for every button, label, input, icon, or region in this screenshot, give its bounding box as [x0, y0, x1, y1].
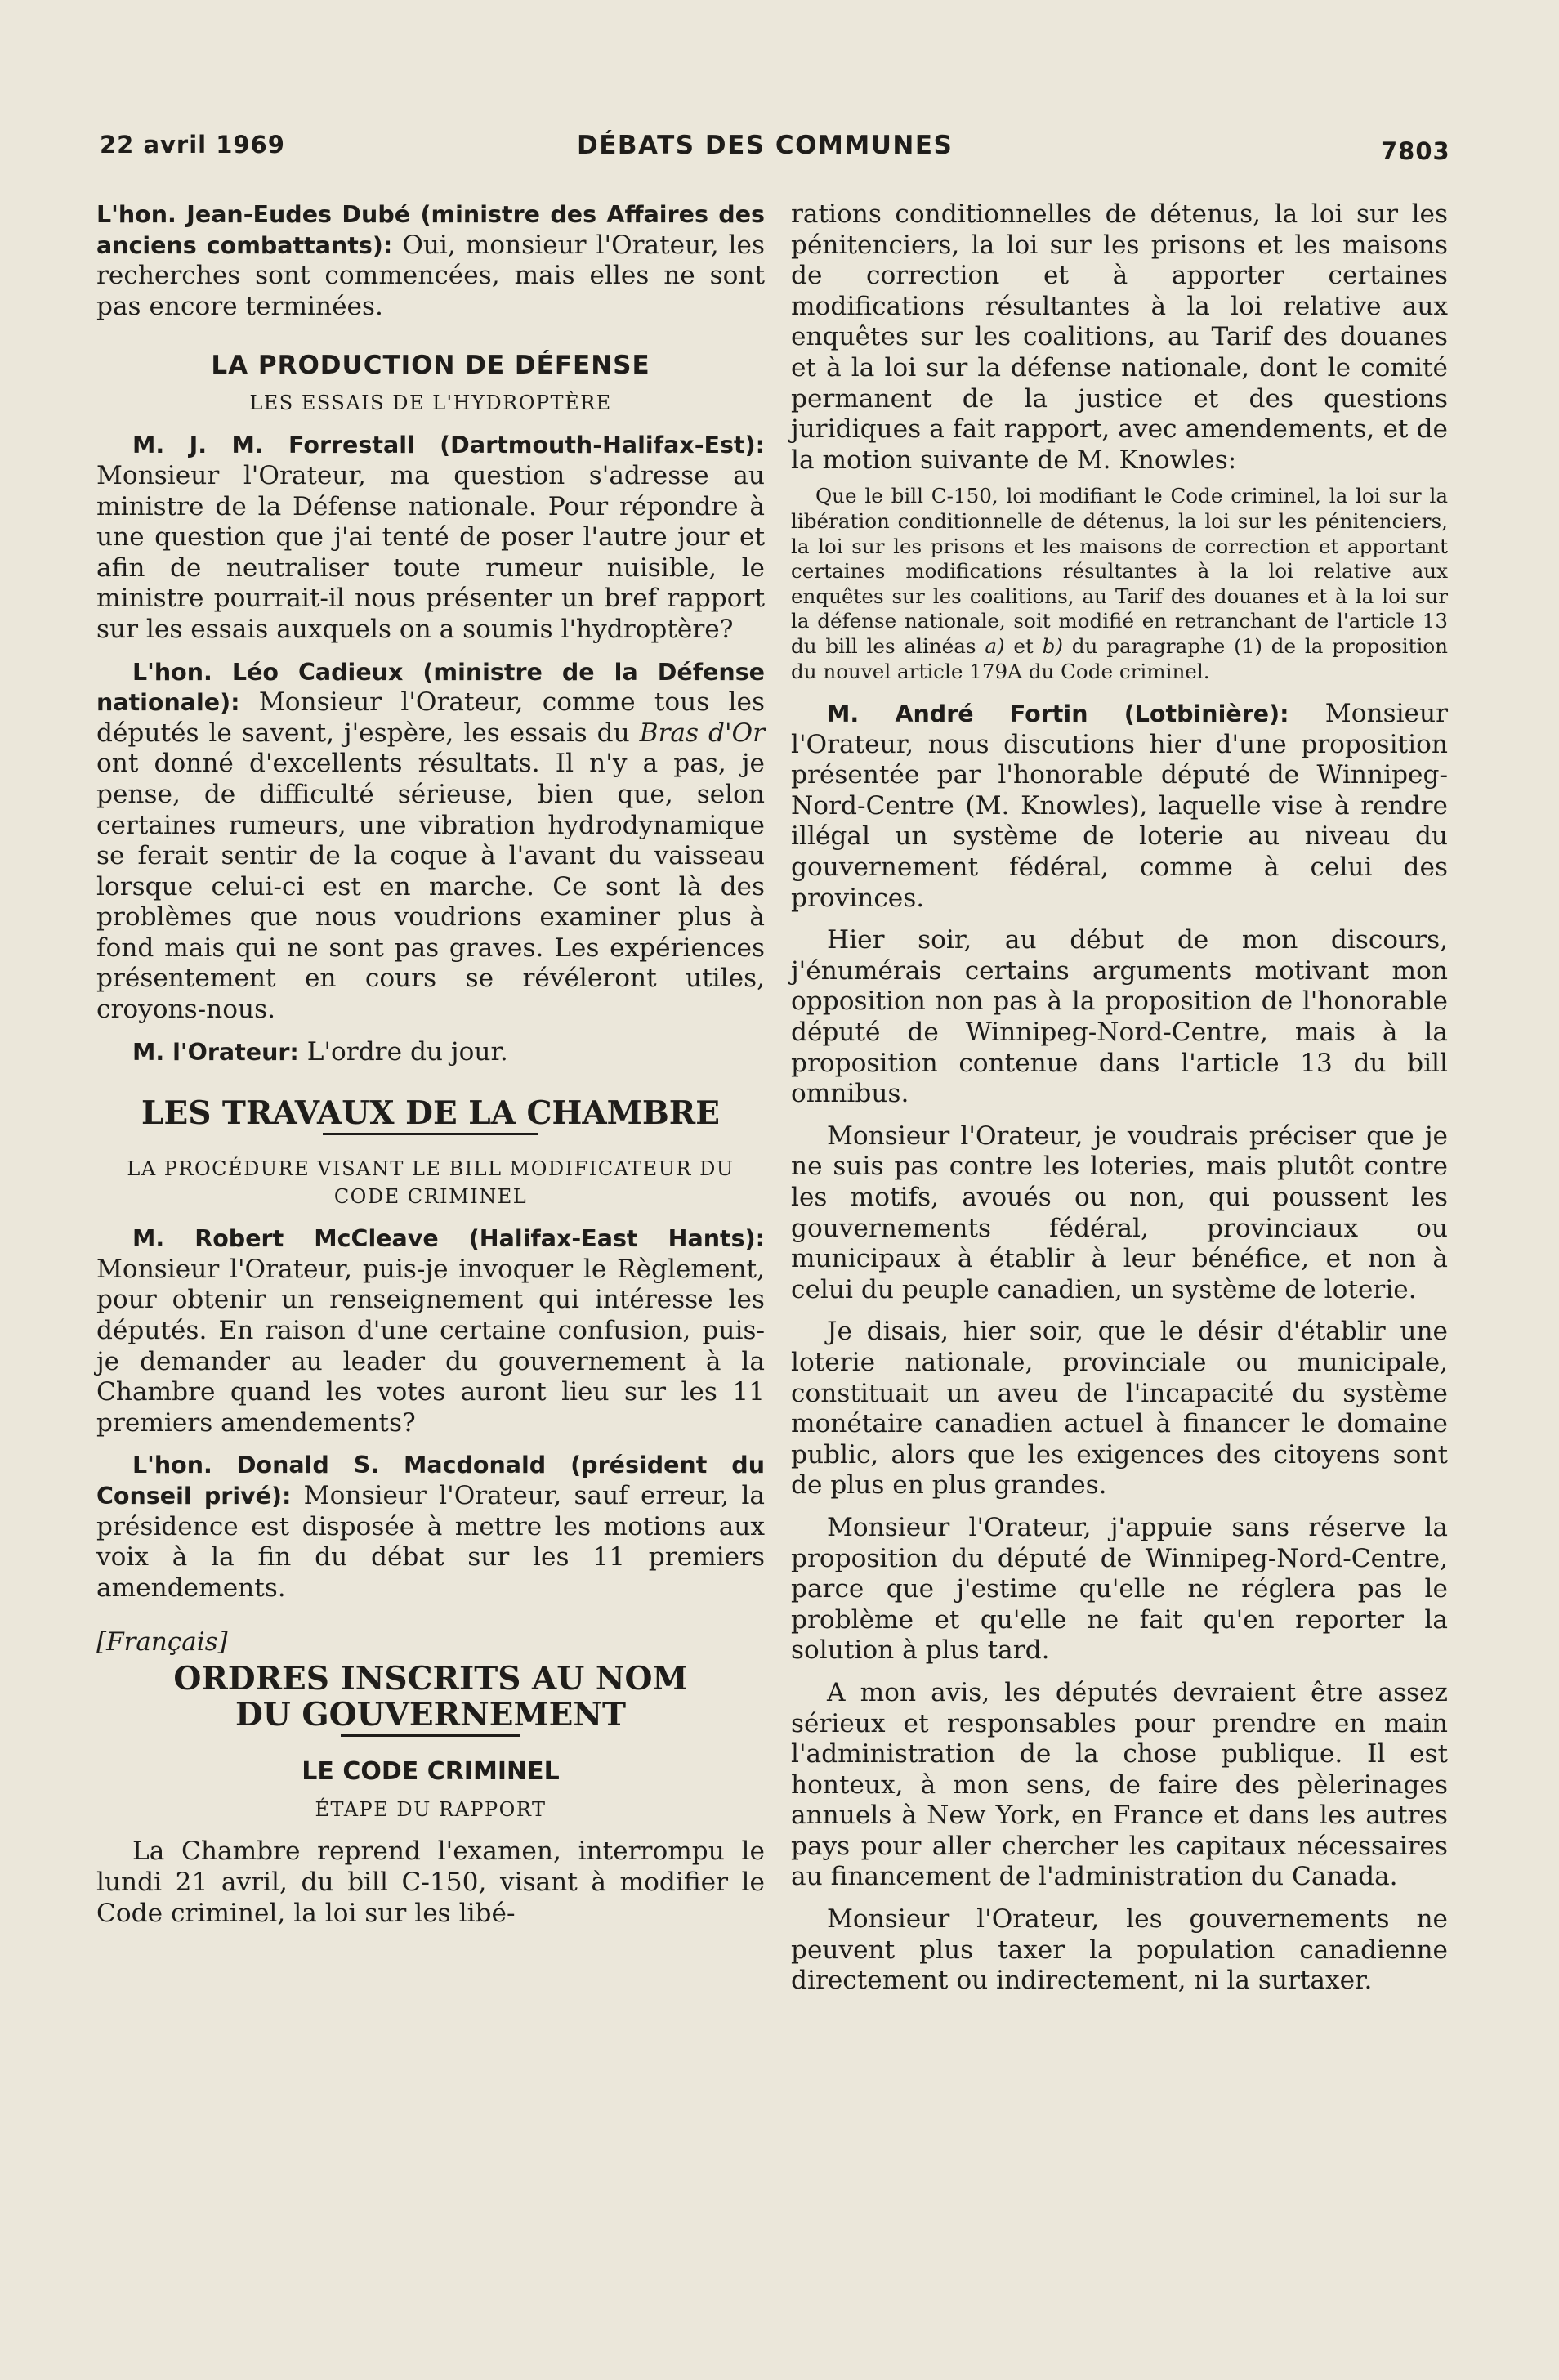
paragraph: Hier soir, au début de mon discours, j'énumérais certains arguments motivant mon opposition non pas à la proposition de l'honorable député de Winnipeg-Nord-Centre, mais à la proposition contenue dans l'article 13 du bill omnibus. — [791, 925, 1448, 1109]
paragraph-text: Monsieur l'Orateur, ma question s'adresse au ministre de la Défense nationale. Pour répondre à une question que j'ai tenté de poser l'autre jour et afin de neutraliser toute rumeur nuisible, le ministre pourrait-il nous présenter un bref rapport sur les essais auxquels on a soumis l'hydroptère? — [96, 460, 765, 644]
paragraph-text: Monsieur l'Orateur, sauf erreur, la présidence est disposée à mettre les motions aux voix à la fin du débat sur les 11 premiers amendements. — [96, 1481, 766, 1603]
paragraph: Monsieur l'Orateur, j'appuie sans réserve la proposition du député de Winnipeg-Nord-Centre, parce que j'estime qu'elle ne réglera pas le problème et qu'elle ne fait qu'en reporter la solution à plus tard. — [791, 1512, 1448, 1666]
section-title-large: ORDRES INSCRITS AU NOM — [173, 1660, 688, 1698]
paragraph-text: Monsieur l'Orateur, nous discutions hier d'une proposition présentée par l'honorable député de Winnipeg-Nord-Centre (M. Knowles), laquelle vise à rendre illégal un système de loterie au niveau du gouvernement fédéral, comme à celui des provinces. — [791, 699, 1448, 913]
section-subtitle: LES ESSAIS DE L'HYDROPTÈRE — [249, 391, 612, 415]
header-title: DÉBATS DES COMMUNES — [577, 131, 954, 160]
speaker-name: M. J. M. Forrestall (Dartmouth-Halifax-Est): — [132, 432, 765, 459]
paragraph-text: La Chambre reprend l'examen, interrompu le lundi 21 avril, du bill C-150, visant à modifier le Code criminel, la loi sur les libé- — [96, 1836, 765, 1928]
section-title-large: LES TRAVAUX DE LA CHAMBRE — [141, 1094, 720, 1133]
paragraph: A mon avis, les députés devraient être assez sérieux et responsables pour prendre en main l'administration de la chose publique. Il est honteux, à mon sens, de faire des pèlerinages annuels à New York, en France et dans les autres pays pour aller chercher les capitaux nécessaires au financement de l'administration du Canada. — [791, 1677, 1448, 1892]
paragraph — [96, 1450, 765, 1604]
quote-text: et — [1004, 633, 1043, 658]
section-subtitle: ÉTAPE DU RAPPORT — [315, 1798, 547, 1822]
paragraph — [96, 1224, 765, 1438]
vessel-name: Bras d'Or — [639, 718, 765, 748]
paragraph — [791, 699, 1448, 914]
paragraph: Je disais, hier soir, que le désir d'établir une loterie nationale, provinciale ou municipale, constituait un aveu de l'incapacité du système monétaire canadien actuel à financer le domaine public, alors que les exigences des citoyens sont de plus en plus grandes. — [791, 1317, 1448, 1501]
right-column — [791, 199, 1448, 1997]
quote-text: b) — [1042, 633, 1063, 658]
paragraph — [96, 657, 765, 1026]
speaker-name: M. André Fortin (Lotbinière): — [827, 700, 1289, 728]
paragraph — [96, 1037, 765, 1068]
quoted-motion — [791, 484, 1448, 684]
paragraph — [96, 199, 765, 322]
paragraph-text: Monsieur l'Orateur, puis-je invoquer le Règlement, pour obtenir un renseignement qui intéresse les députés. En raison d'une certaine confusion, puis-je demander au leader du gouvernement à la Chambre quand les votes auront lieu sur les 11 premiers amendements? — [96, 1254, 765, 1438]
speaker-name: L'hon. Jean-Eudes Dubé (ministre des Affaires des anciens combattants): — [96, 201, 765, 259]
paragraph-text: rations conditionnelles de détenus, la loi sur les pénitenciers, la loi sur les prisons et les maisons de correction et à apporter certaines modifications résultantes à la loi relative aux enquêtes sur les coalitions, au Tarif des douanes et à la loi sur la défense nationale, dont le comité permanent de la justice et des questions juridiques a fait rapport, avec amendements, et de la motion suivante de M. Knowles: — [791, 199, 1448, 475]
page-number: 7803 — [1381, 137, 1450, 165]
paragraph — [96, 1836, 765, 1929]
section-subtitle: LA PROCÉDURE VISANT LE BILL MODIFICATEUR DU CODE CRIMINEL — [127, 1157, 735, 1209]
title-rule — [341, 1734, 520, 1737]
quote-text: a) — [985, 633, 1005, 658]
speaker-name: M. l'Orateur: — [132, 1038, 299, 1066]
section-title-large: DU GOUVERNEMENT — [235, 1696, 627, 1734]
paragraph: Monsieur l'Orateur, les gouvernements ne peuvent plus taxer la population canadienne directement ou indirectement, ni la surtaxer. — [791, 1904, 1448, 1996]
paragraph — [791, 199, 1448, 476]
paragraph-text: L'ordre du jour. — [298, 1036, 508, 1067]
paragraph-text: ont donné d'excellents résultats. Il n'y a pas, je pense, de difficulté sérieuse, bien que, selon certaines rumeurs, une vibration hydrodynamique se ferait sentir de la coque à l'avant du vaisseau lorsque celui-ci est en marche. Ce sont là des problèmes que nous voudrions examiner plus à fond mais qui ne sont pas graves. Les expériences présentement en cours se révéleront utiles, croyons-nous. — [96, 749, 765, 1025]
speaker-name: M. Robert McCleave (Halifax-East Hants): — [132, 1225, 765, 1253]
paragraph: Monsieur l'Orateur, je voudrais préciser que je ne suis pas contre les loteries, mais plutôt contre les motifs, avoués ou non, qui poussent les gouvernements fédéral, provinciaux ou municipaux à établir à leur bénéfice, et non à celui du peuple canadien, un système de loterie. — [791, 1121, 1448, 1304]
speaker-name: L'hon. Léo Cadieux (ministre de la Défense nationale): — [96, 658, 765, 717]
header-date: 22 avril 1969 — [100, 131, 285, 159]
paragraph-text: Oui, monsieur l'Orateur, les recherches sont commencées, mais elles ne sont pas encore terminées. — [96, 230, 765, 321]
left-column — [96, 199, 765, 1929]
speaker-name: L'hon. Donald S. Macdonald (président du Conseil privé): — [96, 1452, 765, 1510]
paragraph — [96, 430, 765, 645]
title-rule — [323, 1133, 538, 1135]
quote-text: Que le bill C-150, loi modifiant le Code criminel, la loi sur la libération conditionnelle de détenus, la loi sur les pénitenciers, la loi sur les prisons et les maisons de correction et apportant certaines modifications résultantes à la loi relative aux enquêtes sur les coalitions, au Tarif des douanes et à la loi sur la défense nationale, soit modifié en retranchant de l'article 13 du bill les alinéas — [791, 484, 1448, 658]
section-title: LA PRODUCTION DE DÉFENSE — [211, 351, 650, 381]
section-title: LE CODE CRIMINEL — [302, 1757, 560, 1787]
quote-text: du paragraphe (1) de la proposition du nouvel article 179A du Code criminel. — [791, 633, 1449, 683]
language-tag: [Français] — [96, 1627, 228, 1658]
paragraph-text: Monsieur l'Orateur, comme tous les députés le savent, j'espère, les essais du — [96, 687, 765, 748]
